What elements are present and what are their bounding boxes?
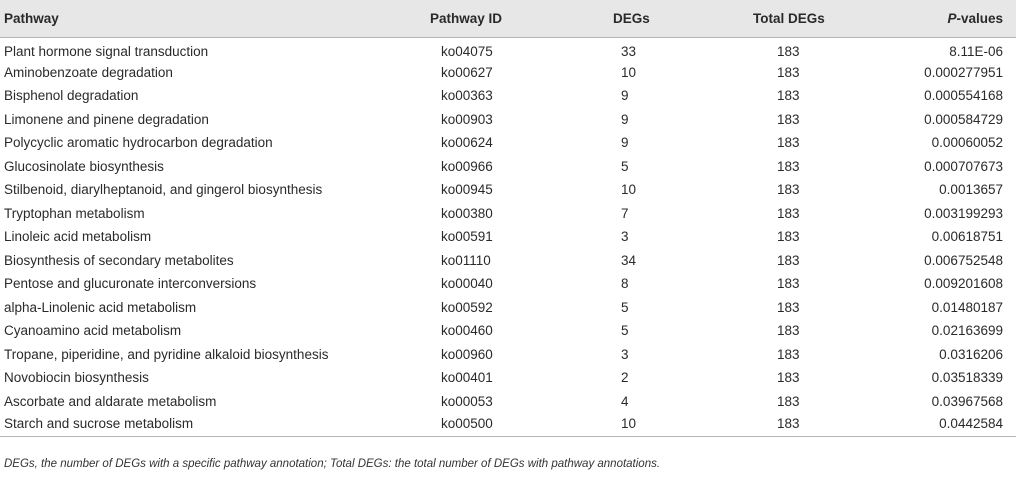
cell-pathway: Polycyclic aromatic hydrocarbon degradation (4, 135, 273, 151)
cell-total-degs: 183 (777, 276, 800, 292)
cell-p-value: 0.00060052 (931, 135, 1003, 151)
table-row (0, 84, 1016, 108)
cell-total-degs: 183 (777, 299, 800, 315)
cell-p-value: 0.000277951 (924, 64, 1003, 80)
cell-pathway-id: ko00592 (441, 299, 493, 315)
cell-p-value: 0.03967568 (931, 393, 1003, 409)
header-degs: DEGs (550, 0, 720, 37)
header-p-italic: P (947, 10, 957, 26)
cell-total-degs: 183 (777, 323, 800, 339)
cell-degs: 3 (621, 346, 629, 362)
cell-degs: 3 (621, 229, 629, 245)
table-row (0, 366, 1016, 390)
cell-total-degs: 183 (777, 370, 800, 386)
cell-pathway: Cyanoamino acid metabolism (4, 323, 182, 339)
cell-pathway-id: ko00500 (400, 413, 550, 437)
cell-p-value: 0.0316206 (939, 346, 1003, 362)
cell-pathway-id: ko01110 (441, 252, 491, 268)
table-row (0, 155, 1016, 179)
cell-p-value: 0.003199293 (924, 205, 1003, 221)
cell-pathway-id: ko00627 (441, 64, 493, 80)
cell-p-value: 0.000707673 (924, 158, 1003, 174)
cell-p-value: 0.03518339 (931, 370, 1003, 386)
cell-p-value: 8.11E-06 (949, 44, 1003, 59)
cell-p-value: 0.0013657 (939, 182, 1003, 198)
cell-degs: 33 (621, 44, 637, 59)
cell-degs: 7 (621, 205, 629, 221)
cell-pathway: Tropane, piperidine, and pyridine alkaloid biosynthesis (4, 346, 329, 362)
cell-degs: 2 (621, 370, 629, 386)
cell-pathway-id: ko00380 (441, 205, 493, 221)
header-pathway-id: Pathway ID (400, 0, 550, 37)
cell-pathway-id: ko00945 (441, 182, 493, 198)
table-row (0, 249, 1016, 273)
cell-total-degs: 183 (777, 135, 800, 151)
cell-pathway-id: ko00401 (441, 370, 493, 386)
cell-degs: 8 (621, 276, 629, 292)
cell-pathway: Starch and sucrose metabolism (0, 413, 400, 437)
cell-total-degs: 183 (720, 413, 870, 437)
table-row (0, 131, 1016, 155)
table-row (0, 225, 1016, 249)
header-pathway: Pathway (0, 0, 400, 37)
cell-total-degs: 183 (777, 111, 800, 127)
cell-p-value: 0.006752548 (924, 252, 1003, 268)
table-row (0, 296, 1016, 320)
cell-degs: 9 (621, 135, 629, 151)
cell-total-degs: 183 (777, 346, 800, 362)
cell-total-degs: 183 (777, 64, 800, 80)
cell-pathway-id: ko00363 (441, 88, 493, 104)
cell-p-value: 0.01480187 (931, 299, 1003, 315)
header-row (0, 0, 1016, 37)
cell-pathway-id: ko04075 (441, 44, 493, 59)
cell-pathway: Linoleic acid metabolism (4, 229, 152, 245)
table-row (0, 319, 1016, 343)
cell-total-degs: 183 (777, 44, 800, 59)
cell-pathway: Novobiocin biosynthesis (4, 370, 149, 386)
cell-pathway-id: ko00966 (441, 158, 493, 174)
cell-degs: 9 (621, 88, 629, 104)
table-body (0, 37, 1016, 437)
table-row (0, 390, 1016, 414)
table-row (0, 108, 1016, 132)
cell-p-value: 0.000554168 (924, 88, 1003, 104)
cell-degs: 10 (550, 413, 720, 437)
table-row (0, 413, 1016, 437)
cell-p-value: 0.000584729 (924, 111, 1003, 127)
header-p-rest: -values (956, 10, 1003, 26)
cell-p-value: 0.02163699 (931, 323, 1003, 339)
cell-degs: 10 (621, 64, 637, 80)
cell-total-degs: 183 (777, 182, 800, 198)
cell-degs: 5 (621, 323, 629, 339)
cell-pathway-id: ko00460 (441, 323, 493, 339)
cell-p-value: 0.00618751 (931, 229, 1003, 245)
cell-pathway: Ascorbate and aldarate metabolism (4, 393, 217, 409)
cell-degs: 4 (621, 393, 629, 409)
table-row (0, 202, 1016, 226)
cell-total-degs: 183 (777, 205, 800, 221)
cell-pathway: Biosynthesis of secondary metabolites (4, 252, 234, 268)
table-row (0, 37, 1016, 61)
cell-pathway-id: ko00624 (441, 135, 493, 151)
cell-pathway-id: ko00591 (441, 229, 493, 245)
cell-degs: 9 (621, 111, 629, 127)
table-row (0, 178, 1016, 202)
cell-degs: 5 (621, 299, 629, 315)
cell-p-value: 0.009201608 (924, 276, 1003, 292)
header-total-degs: Total DEGs (720, 0, 870, 37)
cell-degs: 5 (621, 158, 629, 174)
cell-total-degs: 183 (777, 229, 800, 245)
table-footnote: DEGs, the number of DEGs with a specific pathway annotation; Total DEGs: the total number of DEGs with pathway annotations. (4, 458, 661, 470)
cell-pathway: alpha-Linolenic acid metabolism (4, 299, 197, 315)
header-p-values (870, 0, 1016, 37)
cell-pathway: Pentose and glucuronate interconversions (4, 276, 257, 292)
cell-total-degs: 183 (777, 158, 800, 174)
cell-p-value: 0.0442584 (870, 413, 1016, 437)
table-row (0, 61, 1016, 85)
table-header (0, 0, 1016, 37)
table-row (0, 272, 1016, 296)
cell-pathway: Stilbenoid, diarylheptanoid, and gingerol biosynthesis (4, 182, 323, 198)
cell-pathway: Plant hormone signal transduction (4, 44, 209, 59)
cell-pathway-id: ko00040 (441, 276, 493, 292)
cell-degs: 34 (621, 252, 637, 268)
cell-pathway: Bisphenol degradation (4, 88, 139, 104)
cell-pathway: Glucosinolate biosynthesis (4, 158, 164, 174)
cell-total-degs: 183 (777, 88, 800, 104)
table-row (0, 343, 1016, 367)
cell-total-degs: 183 (777, 252, 800, 268)
cell-total-degs: 183 (777, 393, 800, 409)
cell-pathway: Limonene and pinene degradation (4, 111, 209, 127)
cell-degs: 10 (621, 182, 637, 198)
cell-pathway-id: ko00053 (441, 393, 493, 409)
cell-pathway: Tryptophan metabolism (4, 205, 145, 221)
cell-pathway-id: ko00960 (441, 346, 493, 362)
cell-pathway: Aminobenzoate degradation (4, 64, 173, 80)
cell-pathway-id: ko00903 (441, 111, 493, 127)
